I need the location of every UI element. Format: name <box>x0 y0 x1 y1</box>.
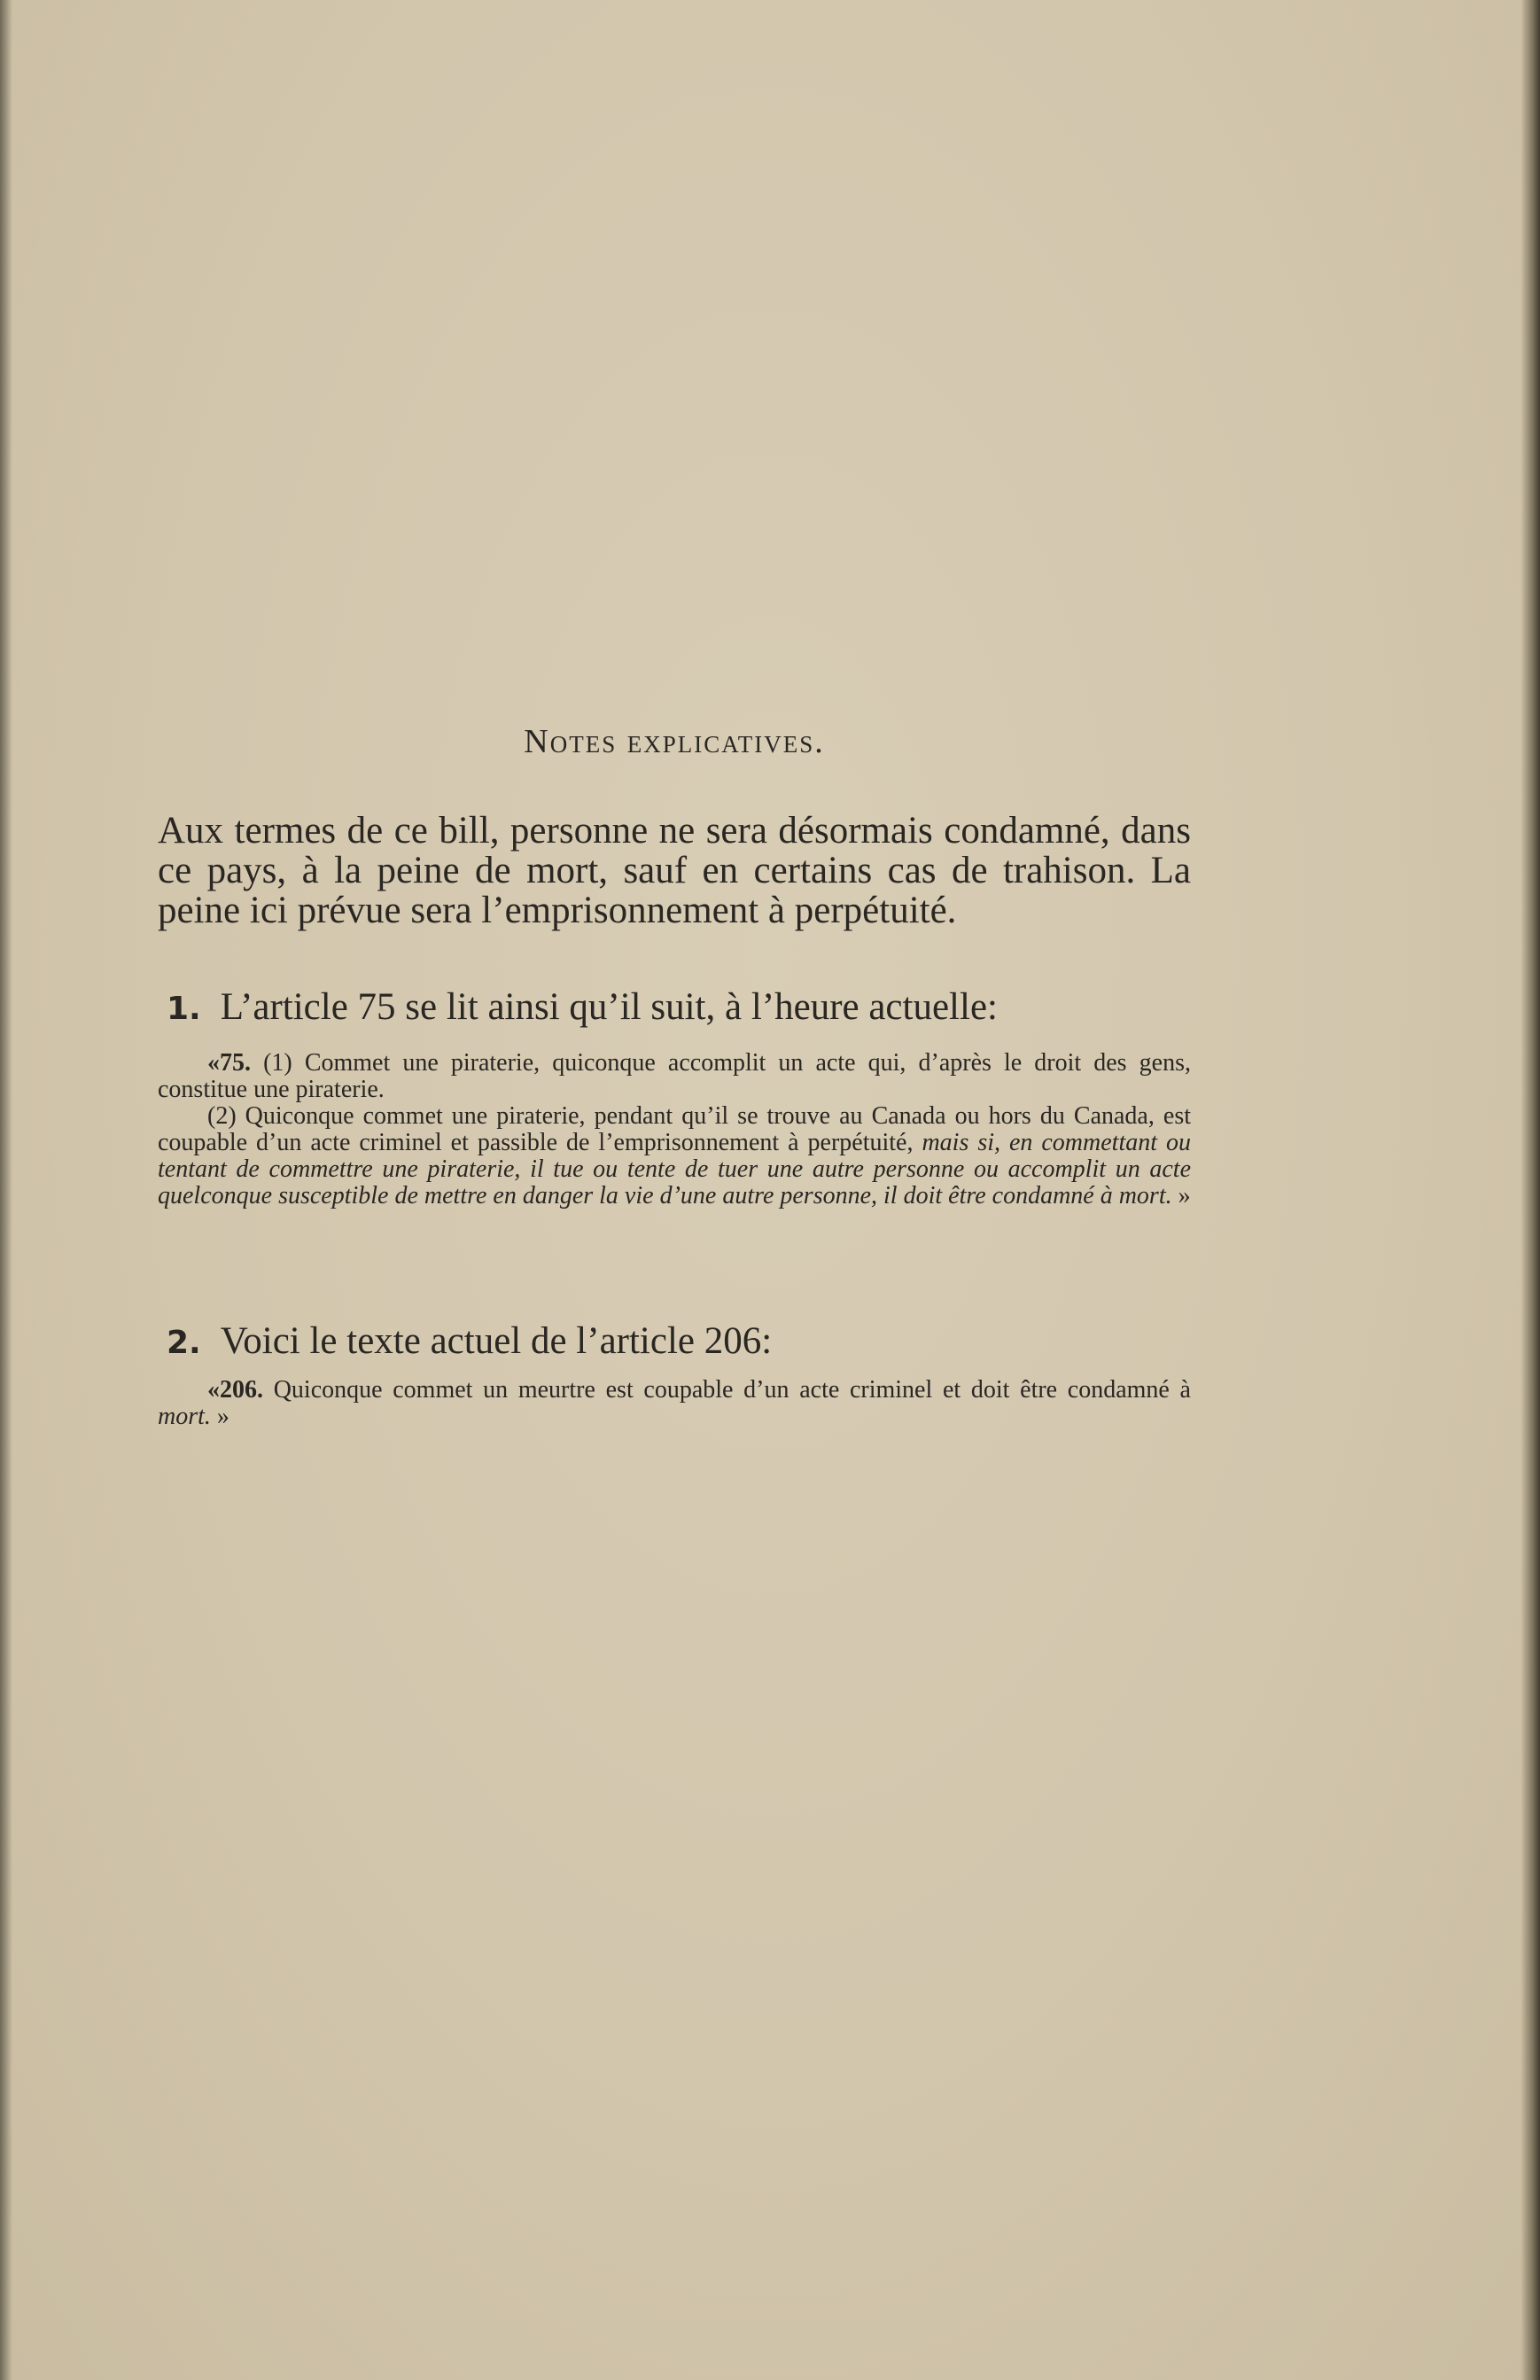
section-2-number: 2. <box>167 1325 201 1361</box>
section-1-number: 1. <box>167 991 201 1027</box>
quote-206-text: Quiconque commet un meurtre est coupable d’un acte criminel et doit être condamné à <box>263 1376 1191 1404</box>
page-content <box>158 722 1191 1430</box>
quote-206-close: » <box>210 1403 229 1430</box>
section-1-title-text: L’article 75 se lit ainsi qu’il suit, à l’heure actuelle: <box>220 986 998 1028</box>
section-2-quote <box>158 1377 1191 1430</box>
section-2-title-text: Voici le texte actuel de l’article 206: <box>220 1320 773 1362</box>
section-1-title <box>158 987 1191 1029</box>
quote-paragraph-1-text: (1) Commet une piraterie, quiconque accomplit un acte qui, d’après le droit des gens, constitue une piraterie. <box>158 1049 1191 1103</box>
article-75-label: «75. <box>207 1049 251 1077</box>
quote-paragraph-2 <box>158 1103 1191 1209</box>
intro-paragraph: Aux termes de ce bill, personne ne sera désormais condamné, dans ce pays, à la peine de mort, sauf en certains cas de trahison. La peine ici prévue sera l’emprisonnement à perpétuité. <box>158 810 1191 931</box>
quote-paragraph-2-text: (2) Quiconque commet une piraterie, pendant qu’il se trouve au Canada ou hors du Canada, est coupable d’un acte criminel et passible de l’emprisonnement à perpétuité, <box>158 1102 1191 1156</box>
quote-206-paragraph <box>158 1377 1191 1430</box>
quote-paragraph-2-italic: mais si, en commettant ou tentant de commettre une piraterie, il tue ou tente de tuer une autre personne ou accomplit un acte quelconque susceptible de mettre en danger la vie d’une autre personne, il doit être condamné à mort. <box>158 1129 1191 1209</box>
quote-paragraph-2-close: » <box>1171 1182 1191 1209</box>
article-206-label: «206. <box>207 1376 263 1404</box>
page-title: Notes explicatives. <box>524 723 825 760</box>
section-1-quote <box>158 1050 1191 1209</box>
spacer <box>158 1209 1191 1321</box>
section-2-title <box>158 1321 1191 1363</box>
quote-paragraph-1 <box>158 1050 1191 1103</box>
quote-206-italic: mort. <box>158 1403 211 1430</box>
